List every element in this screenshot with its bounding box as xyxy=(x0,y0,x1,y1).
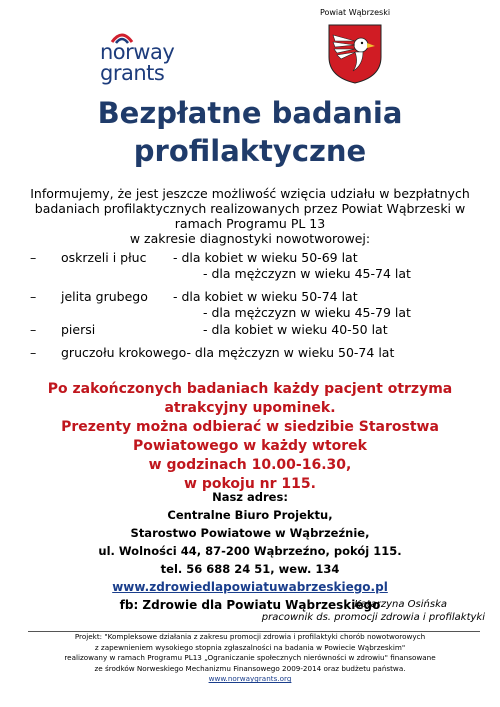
intro-line3: ramach Programu PL 13 xyxy=(174,216,326,231)
list-dash: – xyxy=(30,289,37,304)
footer-line: realizowany w ramach Programu PL13 „Ograniczanie społecznych nierówności w zdrowiu" finansowane xyxy=(64,653,436,662)
contact-address xyxy=(0,488,500,614)
footer xyxy=(20,632,480,685)
signature xyxy=(180,598,485,624)
title-line2: profilaktyczne xyxy=(133,134,367,168)
exam-group-women: - dla kobiet w wieku 50-74 lat xyxy=(173,289,358,304)
page-title xyxy=(0,94,500,170)
footer-line: Projekt: "Kompleksowe działania z zakresu promocji zdrowia i profilaktyki chorób nowotworowych xyxy=(74,632,426,641)
norway-logo-text-line2: grants xyxy=(100,61,165,85)
intro-line4: w zakresie diagnostyki nowotworowej: xyxy=(129,231,371,246)
intro-paragraph xyxy=(10,186,490,246)
norway-logo-text-line1: norway xyxy=(100,40,175,64)
exam-group-men: - dla mężczyzn w wieku 45-74 lat xyxy=(203,266,411,281)
list-dash: – xyxy=(30,322,37,337)
exam-group-women: - dla kobiet w wieku 50-69 lat xyxy=(173,250,358,265)
list-dash: – xyxy=(30,250,37,265)
exam-group-men: - dla mężczyzn w wieku 45-79 lat xyxy=(203,305,411,320)
address-heading: Nasz adres: xyxy=(212,490,288,504)
intro-line1: Informujemy, że jest jeszcze możliwość wzięcia udziału w bezpłatnych xyxy=(30,186,470,201)
exam-organ: oskrzeli i płuc xyxy=(61,250,147,265)
county-logo xyxy=(315,8,395,88)
exam-organ: jelita grubego xyxy=(61,289,148,304)
address-line: Centralne Biuro Projektu, xyxy=(167,508,333,522)
title-line1: Bezpłatne badania xyxy=(97,96,403,130)
exam-organ-combined: gruczołu krokowego- dla mężczyzn w wieku 50-74 lat xyxy=(61,345,395,360)
signature-name: Katarzyna Osińska xyxy=(354,599,447,610)
exam-group-women: - dla kobiet w wieku 40-50 lat xyxy=(203,322,388,337)
facebook-label: fb: Zdrowie dla Powiatu Wąbrzeskiego xyxy=(119,598,381,612)
website-link[interactable]: www.zdrowiedlapowiatuwabrzeskiego.pl xyxy=(112,580,388,594)
footer-line: ze środków Norweskiego Mechanizmu Finansowego 2009-2014 oraz budżetu państwa. xyxy=(94,663,406,673)
norway-grants-link[interactable]: www.norwaygrants.org xyxy=(208,674,292,683)
announcement-line: atrakcyjny upominek. xyxy=(164,400,336,416)
announcement-line: w pokoju nr 115. xyxy=(184,476,316,492)
announcement-line: w godzinach 10.00-16.30, xyxy=(148,457,352,473)
norway-grants-logo xyxy=(100,28,196,86)
gift-announcement xyxy=(0,380,500,494)
announcement-line: Po zakończonych badaniach każdy pacjent otrzyma xyxy=(47,381,453,397)
announcement-line: Prezenty można odbierać w siedzibie Starostwa xyxy=(61,419,439,435)
list-dash: – xyxy=(30,345,37,360)
address-line: Starostwo Powiatowe w Wąbrzeźnie, xyxy=(130,526,370,540)
intro-line2: badaniach profilaktycznych realizowanych przez Powiat Wąbrzeski w xyxy=(34,201,466,216)
footer-line: z zapewnieniem wysokiego stopnia zgłaszalności na badania w Powiecie Wąbrzeskim" xyxy=(94,642,406,652)
exam-organ: piersi xyxy=(61,322,96,337)
address-phone: tel. 56 688 24 51, wew. 134 xyxy=(160,562,340,576)
county-caption: Powiat Wąbrzeski xyxy=(319,8,391,17)
announcement-line: Powiatowego w każdy wtorek xyxy=(132,438,367,454)
address-line: ul. Wolności 44, 87-200 Wąbrzeźno, pokój 115. xyxy=(98,544,402,558)
signature-role: pracownik ds. promocji zdrowia i profilaktyki xyxy=(261,612,485,623)
county-crest-icon xyxy=(325,21,385,85)
